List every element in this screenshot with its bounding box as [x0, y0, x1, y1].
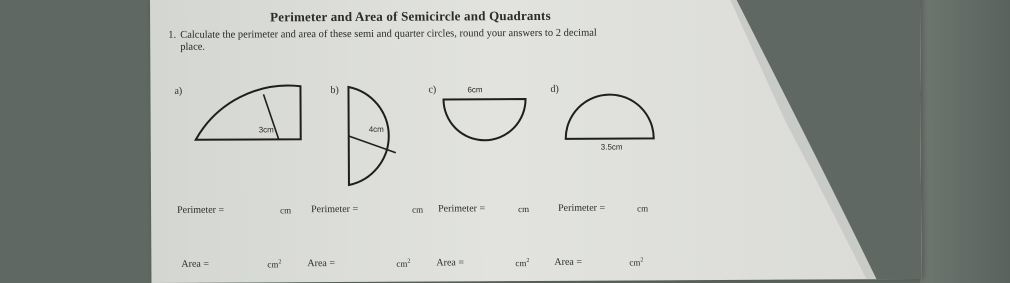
- shape-c-dimension: 6cm: [467, 85, 483, 95]
- perimeter-label-a: Perimeter =: [177, 204, 225, 216]
- shape-a-dimension: 3cm: [258, 125, 274, 135]
- worksheet-page: [150, 0, 921, 283]
- area-unit-b: $cm^2$: [396, 258, 411, 269]
- instruction-line-2: place.: [180, 41, 206, 53]
- instruction-line-1: Calculate the perimeter and area of these semi and quarter circles, round your answers to 2 decimal: [180, 27, 597, 41]
- page-curl-icon: [715, 0, 921, 280]
- question-number: 1.: [168, 29, 177, 41]
- perimeter-label-d: Perimeter =: [558, 202, 606, 214]
- area-label-a: Area =: [181, 258, 209, 270]
- area-unit-c: $cm^2$: [515, 258, 530, 269]
- shape-b-dimension: 4cm: [368, 124, 384, 134]
- area-unit-d: $cm^2$: [629, 257, 644, 268]
- area-label-d: Area =: [554, 256, 582, 268]
- perimeter-unit-a: cm: [280, 205, 292, 216]
- perimeter-unit-b: cm: [412, 204, 424, 215]
- shape-d-label: d): [550, 83, 559, 95]
- quarter-circle-a-icon: [190, 84, 310, 145]
- shape-d-dimension: 3.5cm: [600, 142, 623, 152]
- table-surface: [920, 0, 1010, 283]
- shape-c-label: c): [428, 84, 437, 96]
- perimeter-label-b: Perimeter =: [311, 203, 359, 216]
- perimeter-unit-c: cm: [518, 204, 530, 215]
- worksheet-title: Perimeter and Area of Semicircle and Quadrants: [270, 7, 551, 25]
- shape-b-label: b): [330, 85, 339, 97]
- semicircle-b-icon: [345, 85, 416, 187]
- area-label-b: Area =: [307, 258, 335, 270]
- area-unit-a: $cm^2$: [267, 259, 282, 270]
- shape-a-label: a): [174, 85, 183, 97]
- perimeter-label-c: Perimeter =: [438, 203, 486, 215]
- semicircle-d-icon: [562, 93, 656, 143]
- semicircle-c-icon: [441, 96, 531, 146]
- perimeter-unit-d: cm: [637, 203, 649, 214]
- area-label-c: Area =: [436, 257, 464, 269]
